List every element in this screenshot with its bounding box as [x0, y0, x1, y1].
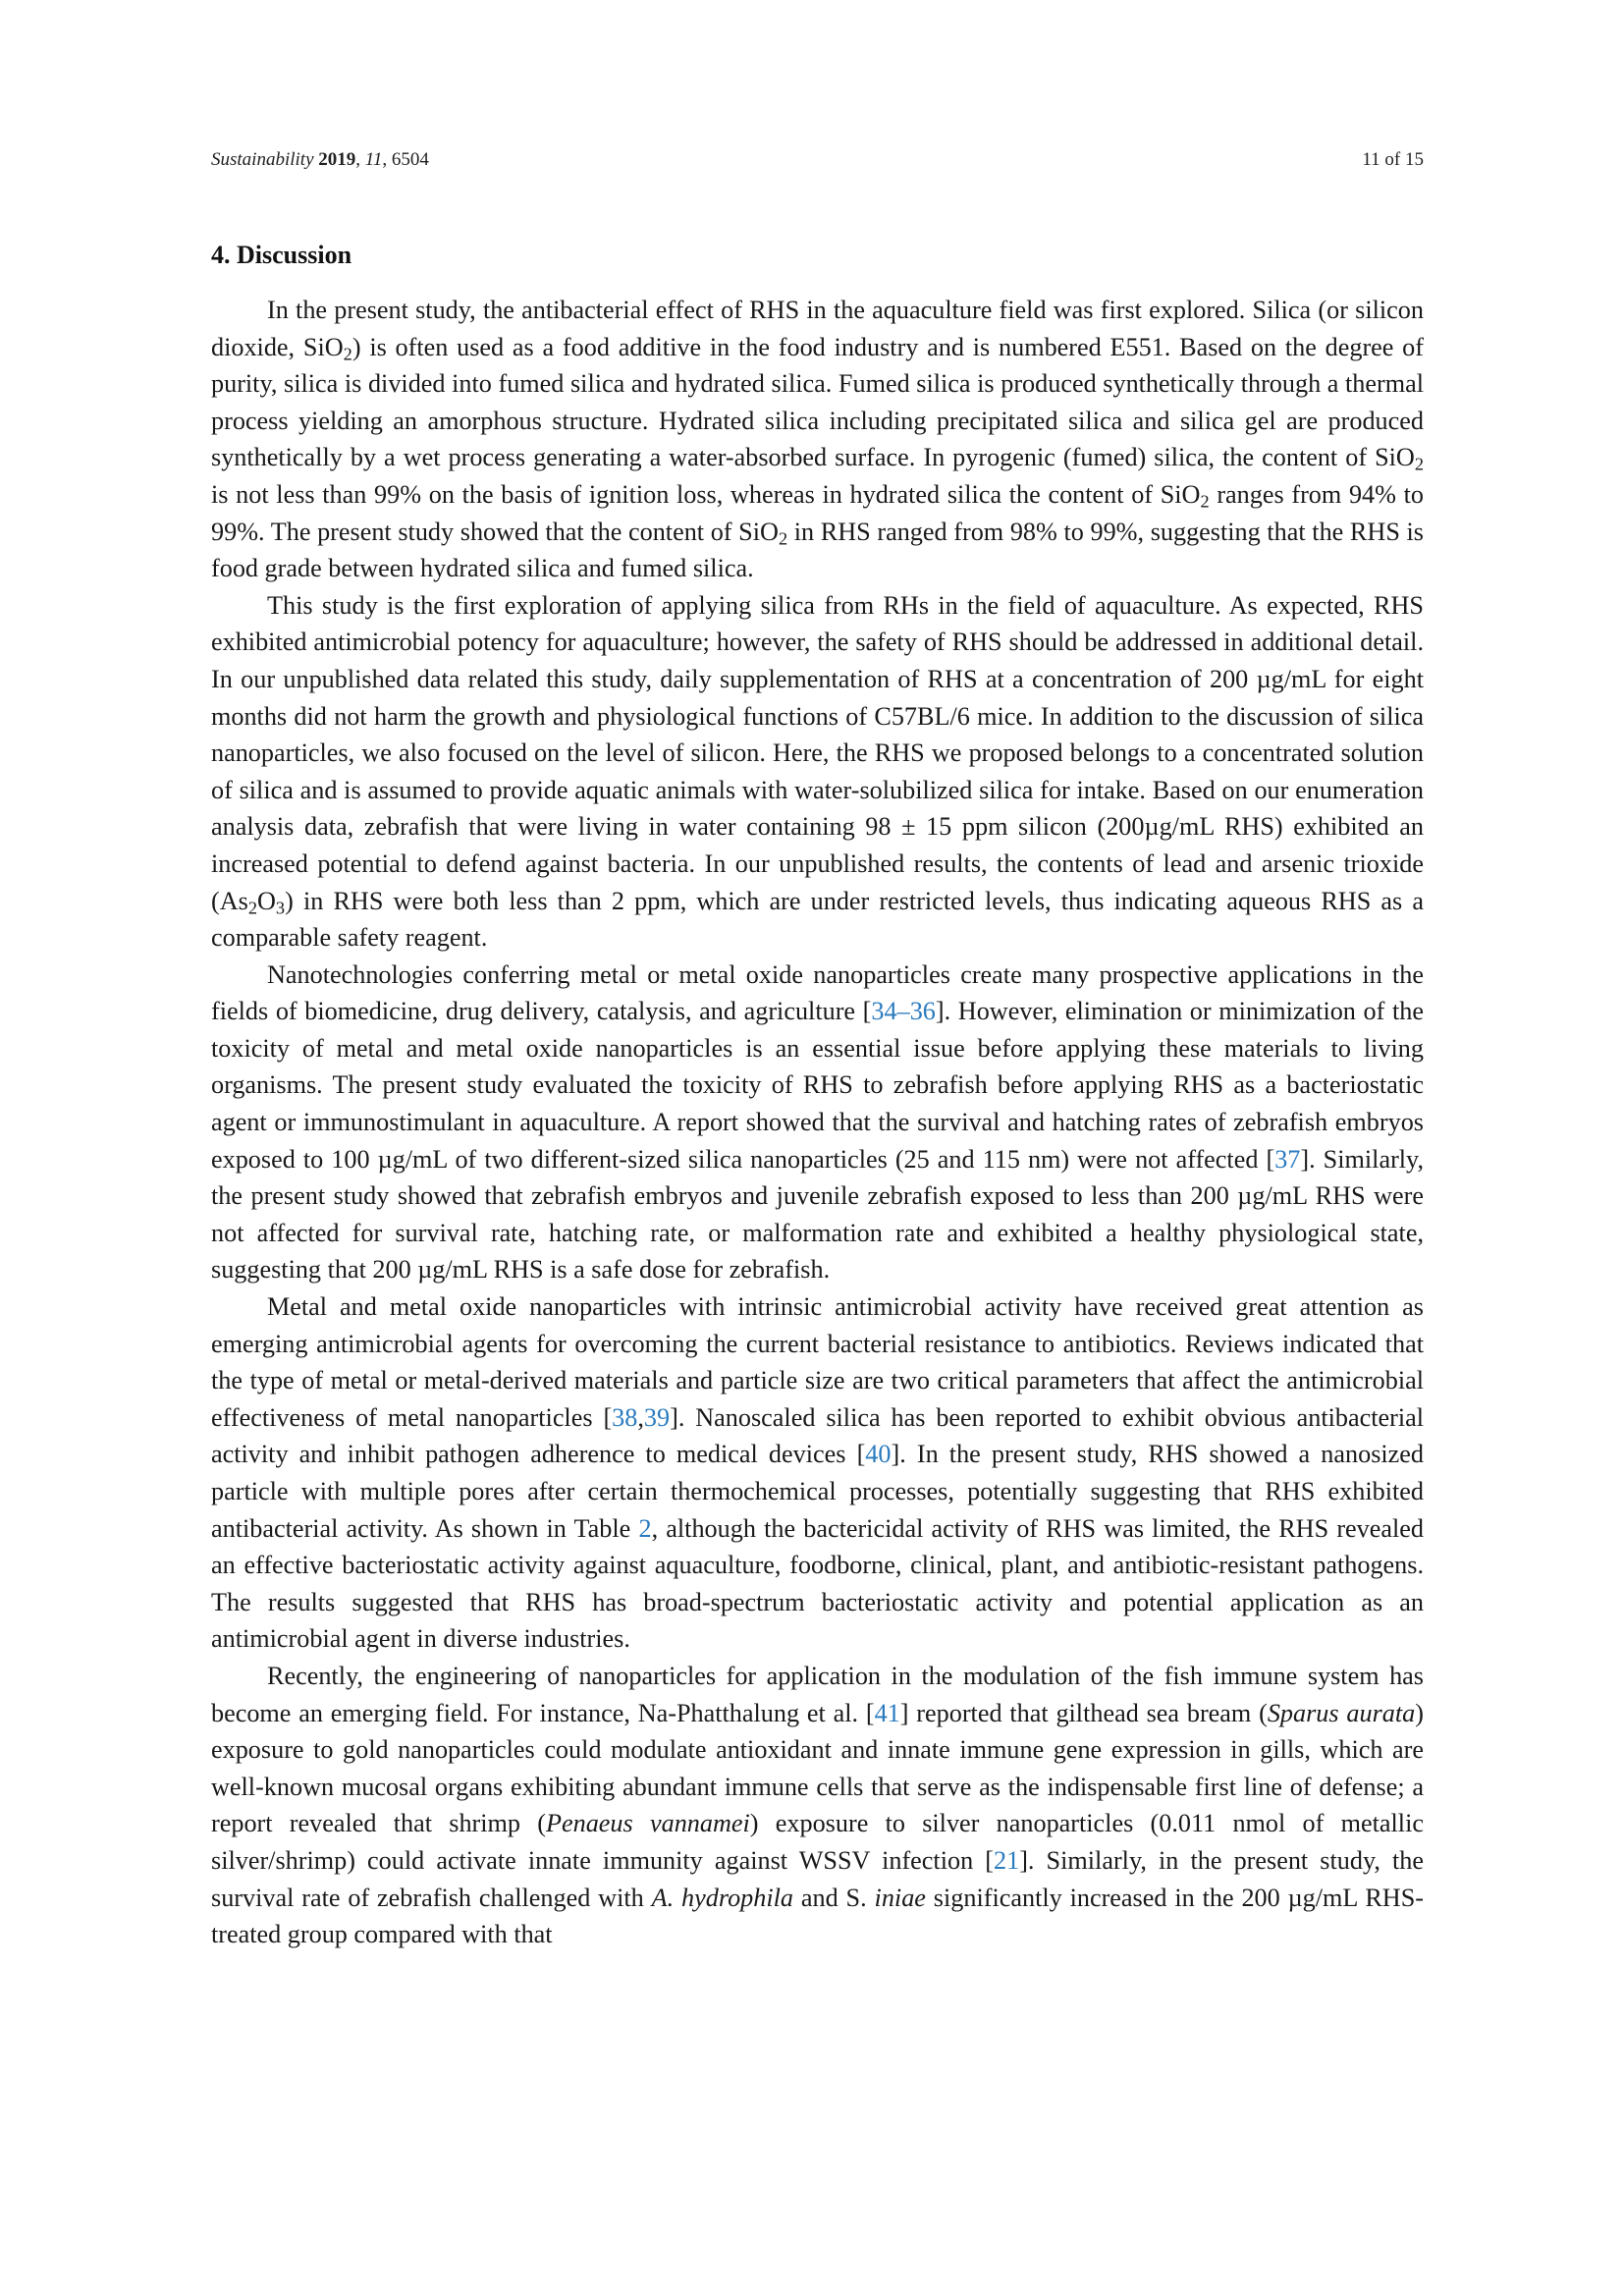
journal-volume: 11 [364, 149, 383, 170]
species-name: A. hydrophila [651, 1883, 793, 1912]
paragraph-1: In the present study, the antibacterial effect of RHS in the aquaculture field was first explored. Silica (or silicon dioxide, SiO$_2$) is often used as a food additive in the food industry and is numbered E551. Based on the degree of purity, silica is divided into fumed silica and hydrated silica. Fumed silica is produced synthetically through a thermal process yielding an amorphous structure. Hydrated silica including precipitated silica and silica gel are produced synthetically by a wet process generating a water-absorbed surface. In pyrogenic (fumed) silica, the content of SiO$_2$ is not less than 99% on the basis of ignition loss, whereas in hydrated silica the content of SiO$_2$ ranges from 94% to 99%. The present study showed that the content of SiO$_2$ in RHS ranged from 98% to 99%, suggesting that the RHS is food grade between hydrated silica and fumed silica. [211, 296, 1425, 583]
journal-year: 2019 [318, 149, 356, 170]
page-indicator: 11 of 15 [1362, 149, 1424, 170]
species-name: Penaeus vannamei [546, 1809, 750, 1838]
citation-link-39[interactable]: 39 [643, 1402, 671, 1432]
paragraph-4: Metal and metal oxide nanoparticles with intrinsic antimicrobial activity have received great attention as emerging antimicrobial agents for overcoming the current bacterial resistance to antibiotics. Reviews indicated that the type of metal or metal-derived materials and particle size are two critical parameters that affect the antimicrobial effectiveness of metal nanoparticles [38,39]. Nanoscaled silica has been reported to exhibit obvious antibacterial activity and inhibit pathogen adherence to medical devices [40]. In the present study, RHS showed a nanosized particle with multiple pores after certain thermochemical processes, potentially suggesting that RHS exhibited antibacterial activity. As shown in Table 2, although the bactericidal activity of RHS was limited, the RHS revealed an effective bacteriostatic activity against aquaculture, foodborne, clinical, plant, and antibiotic-resistant pathogens. The results suggested that RHS has broad-spectrum bacteriostatic activity and potential application as an antimicrobial agent in diverse industries. [211, 1292, 1425, 1654]
paragraph-2: This study is the first exploration of applying silica from RHs in the field of aquaculture. As expected, RHS exhibited antimicrobial potency for aquaculture; however, the safety of RHS should be addressed in additional detail. In our unpublished data related this study, daily supplementation of RHS at a concentration of 200 µg/mL for eight months did not harm the growth and physiological functions of C57BL/6 mice. In addition to the discussion of silica nanoparticles, we also focused on the level of silicon. Here, the RHS we proposed belongs to a concentrated solution of silica and is assumed to provide aquatic animals with water-solubilized silica for intake. Based on our enumeration analysis data, zebrafish that were living in water containing 98 ± 15 ppm silicon (200µg/mL RHS) exhibited an increased potential to defend against bacteria. In our unpublished results, the contents of lead and arsenic trioxide $(As_2O_3)$ in RHS were both less than 2 ppm, which are under restricted levels, thus indicating aqueous RHS as a comparable safety reagent. [211, 590, 1424, 953]
citation-link-38[interactable]: 38 [612, 1402, 638, 1432]
citation-link-41[interactable]: 41 [874, 1698, 900, 1727]
citation-link-40[interactable]: 40 [865, 1440, 892, 1469]
running-header [211, 149, 1424, 171]
paragraph-3: Nanotechnologies conferring metal or metal oxide nanoparticles create many prospective applications in the fields of biomedicine, drug delivery, catalysis, and agriculture [34–36]. However, elimination or minimization of the toxicity of metal and metal oxide nanoparticles is an essential issue before applying these materials to living organisms. The present study evaluated the toxicity of RHS to zebrafish before applying RHS as a bacteriostatic agent or immunostimulant in aquaculture. A report showed that the survival and hatching rates of zebrafish embryos exposed to 100 µg/mL of two different-sized silica nanoparticles (25 and 115 nm) were not affected [37]. Similarly, the present study showed that zebrafish embryos and juvenile zebrafish exposed to less than 200 µg/mL RHS were not affected for survival rate, hatching rate, or malformation rate and exhibited a healthy physiological state, suggesting that 200 µg/mL RHS is a safe dose for zebrafish. [211, 959, 1424, 1285]
table-2-link[interactable]: 2 [638, 1513, 652, 1543]
section-title: 4. Discussion [211, 241, 352, 269]
citation-link-37[interactable]: 37 [1274, 1144, 1301, 1174]
article-number: 6504 [391, 149, 429, 170]
journal-citation: Sustainability 2019, 11, 6504 [211, 149, 429, 170]
citation-link-34-36[interactable]: 34–36 [871, 997, 936, 1026]
species-name: iniae [874, 1883, 926, 1912]
species-name: Sparus aurata [1267, 1698, 1416, 1727]
journal-name: Sustainability [211, 149, 314, 170]
citation-link-21[interactable]: 21 [994, 1845, 1020, 1875]
paragraph-5: Recently, the engineering of nanoparticles for application in the modulation of the fish immune system has become an emerging field. For instance, Na-Phatthalung et al. [41] reported that gilthead sea bream (Sparus aurata) exposure to gold nanoparticles could modulate antioxidant and innate immune gene expression in gills, which are well-known mucosal organs exhibiting abundant immune cells that serve as the indispensable first line of defense; a report revealed that shrimp (Penaeus vannamei) exposure to silver nanoparticles (0.011 nmol of metallic silver/shrimp) could activate innate immunity against WSSV infection [21]. Similarly, in the present study, the survival rate of zebrafish challenged with A. hydrophila and S. iniae significantly increased in the 200 µg/mL RHS-treated group compared with that [211, 1661, 1424, 1949]
section-body [211, 292, 1424, 1953]
